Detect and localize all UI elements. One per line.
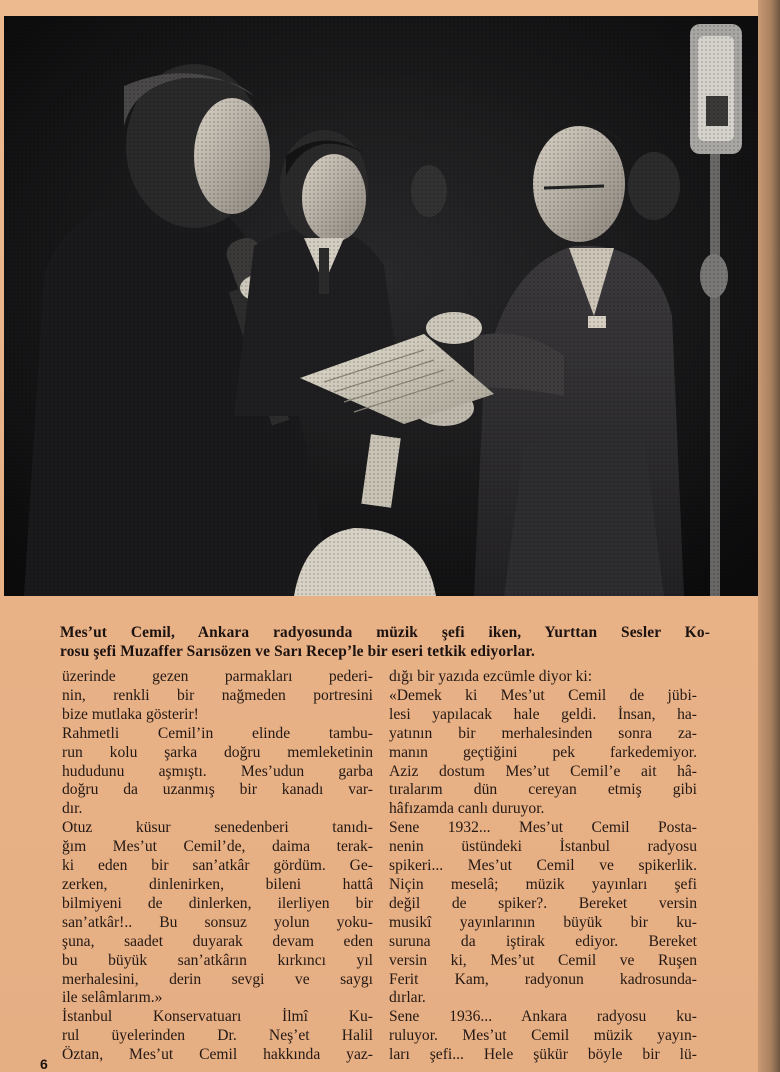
page-binding-edge — [758, 0, 780, 1072]
text-line: lesi yapılacak hale geldi. İnsan, ha- — [389, 705, 697, 723]
page-number: 6 — [40, 1056, 48, 1072]
text-line: Sene 1936... Ankara radyosu ku- — [389, 1008, 697, 1026]
text-line: suruna da iştirak ediyor. Bereket — [389, 932, 697, 950]
text-line: doğru da uzanmış bir kanadı var- — [62, 781, 373, 799]
text-line: Otuz küsur senedenberi tanıdı- — [62, 819, 373, 837]
text-line: dır. — [62, 800, 83, 818]
text-line: ile selâmlarım.» — [62, 989, 163, 1007]
text-line: Sene 1932... Mes’ut Cemil Posta- — [389, 819, 697, 837]
caption-line: rosu şefi Muzaffer Sarısözen ve Sarı Recep’le bir eseri tetkik ediyorlar. — [60, 643, 535, 660]
text-line: dırlar. — [389, 989, 426, 1007]
text-line: Rahmetli Cemil’in elinde tambu- — [62, 724, 373, 742]
text-line: Ferit Kam, radyonun kadrosunda- — [389, 970, 697, 988]
photo-caption — [60, 623, 710, 661]
text-line: şuna, saadet duyarak devam eden — [62, 932, 373, 950]
text-line: spikeri... Mes’ut Cemil ve spikerlik. — [389, 857, 697, 875]
text-line: nin, renkli bir nağmeden portresini — [62, 686, 373, 704]
text-line: «Demek ki Mes’ut Cemil de jübi- — [389, 686, 697, 704]
text-line: İstanbul Konservatuarı İlmî Ku- — [62, 1008, 373, 1026]
text-line: bu büyük san’atkârın kırkıncı yıl — [62, 951, 373, 969]
text-line: tıralarım dün cereyan etmiş gibi — [389, 781, 697, 799]
text-line: dığı bir yazıda ezcümle diyor ki: — [389, 668, 593, 685]
photo-illustration — [4, 16, 758, 596]
text-line: manın geçtiğini pek farkedemiyor. — [389, 743, 697, 761]
text-line: hududunu aşmıştı. Mes’udun garba — [62, 762, 373, 780]
text-line: musikî yayınlarının büyük bir ku- — [389, 913, 697, 931]
text-line: run kolu şarka doğru memleketinin — [62, 743, 373, 761]
text-line: yatının bir merhalesinden sonra za- — [389, 724, 697, 742]
text-line: zerken, dinlenirken, bileni hattâ — [62, 875, 373, 893]
text-line: versin ki, Mes’ut Cemil ve Ruşen — [389, 951, 697, 969]
text-line: rul üyelerinden Dr. Neş’et Halil — [62, 1027, 373, 1045]
text-line: hâfızamda canlı duruyor. — [389, 800, 545, 818]
text-line: değil de spiker?. Bereket versin — [389, 894, 697, 912]
text-line: bize mutlaka gösterir! — [62, 705, 199, 723]
text-line: san’atkâr!.. Bu sonsuz yolun yoku- — [62, 913, 373, 931]
halftone-photograph — [4, 16, 761, 596]
text-line: merhalesini, derin sevgi ve saygı — [62, 970, 373, 988]
caption-line: Mes’ut Cemil, Ankara radyosunda müzik şefi iken, Yurttan Sesler Ko- — [60, 624, 710, 641]
text-line: ları şefi... Hele şükür böyle bir lü- — [389, 1046, 697, 1064]
text-line: ruluyor. Mes’ut Cemil müzik yayın- — [389, 1027, 697, 1045]
text-line: ğım Mes’ut Cemil’de, daima terak- — [62, 838, 373, 856]
text-line: üzerinde gezen parmakları pederi- — [62, 668, 373, 685]
text-line: nenin üstündeki İstanbul radyosu — [389, 838, 697, 856]
text-line: bilmiyeni de dinlerken, ilerliyen bir — [62, 894, 373, 912]
text-column-left — [62, 668, 373, 1065]
text-line: Öztan, Mes’ut Cemil hakkında yaz- — [62, 1046, 373, 1064]
text-line: Niçin meselâ; müzik yayınları şefi — [389, 875, 697, 893]
text-line: ki eden bir san’atkâr gördüm. Ge- — [62, 857, 373, 875]
text-line: Aziz dostum Mes’ut Cemil’e ait hâ- — [389, 762, 697, 780]
text-column-right — [389, 668, 697, 1065]
